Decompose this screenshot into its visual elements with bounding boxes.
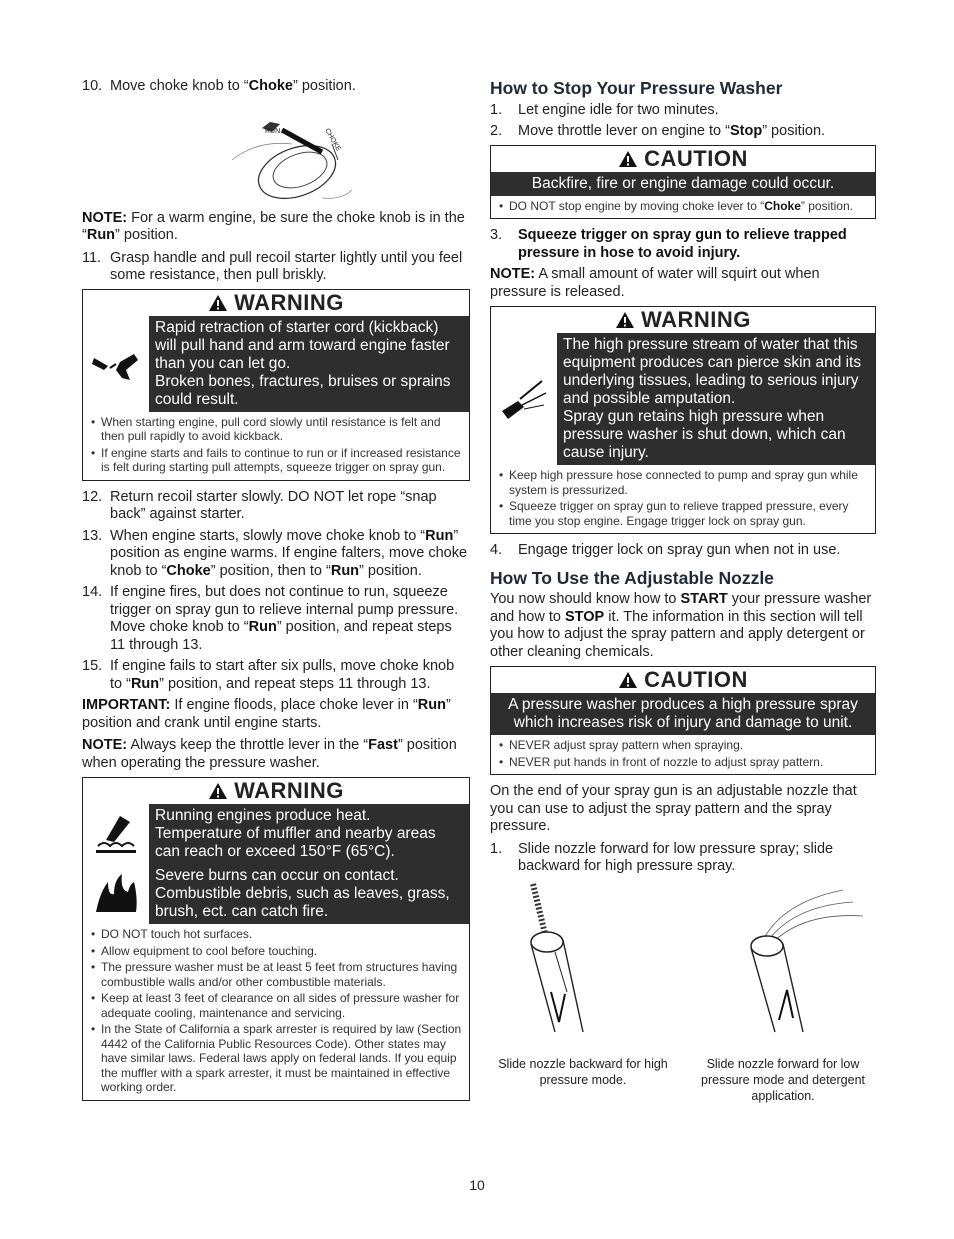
warning-line: Broken bones, fractures, bruises or sprains could result. <box>155 372 451 408</box>
stop-step-1: 1. Let engine idle for two minutes. <box>490 101 719 118</box>
note-water-squirt: NOTE: A small amount of water will squirt out when pressure is released. <box>490 266 820 300</box>
nozzle-intro: You now should know how to START your pressure washer and how to STOP it. The information in this section will tell you how to adjust the spray pattern and apply detergent or other cleaning chemicals. <box>490 591 872 660</box>
run-label: RUN <box>265 127 281 135</box>
bullet-item: • NEVER adjust spray pattern when spraying. <box>499 738 869 753</box>
bullet-item: • The pressure washer must be at least 5 feet from structures having combustible walls and/or other combustible materials. <box>91 960 463 989</box>
nozzle-figure-backward <box>490 882 676 1104</box>
choke-label: CHOKE <box>323 127 342 153</box>
hot-surface-icon <box>83 804 149 864</box>
bullet-item: • Keep at least 3 feet of clearance on all sides of pressure washer for adequate cooling, maintenance and servicing. <box>91 991 463 1020</box>
bullet-item: • Allow equipment to cool before touching. <box>91 944 463 959</box>
stop-step-2: 2. Move throttle lever on engine to “Stop” position. <box>490 123 826 139</box>
bullet-item: • DO NOT touch hot surfaces. <box>91 927 463 942</box>
bullet-item: • DO NOT stop engine by moving choke lever to “Choke” position. <box>499 199 869 214</box>
nozzle-paragraph: On the end of your spray gun is an adjustable nozzle that you can use to adjust the spray pattern and the spray pressure. <box>490 783 857 834</box>
warning-triangle-icon <box>615 311 635 329</box>
warning-triangle-icon <box>208 294 228 312</box>
step-13: 13. When engine starts, slowly move choke knob to “Run” position as engine warms. If engine falters, move choke knob to “Choke” position, then to “Run” position. <box>82 527 468 579</box>
caution-bullets <box>491 196 875 219</box>
caution-title: CAUTION <box>644 667 748 693</box>
warning-line: Severe burns can occur on contact. <box>155 867 399 884</box>
kickback-hazard-icon <box>83 316 149 412</box>
step-12: 12. Return recoil starter slowly. DO NOT let rope “snap back” against starter. <box>82 488 437 522</box>
warning-kickback-box <box>82 289 470 481</box>
step-10: 10. Move choke knob to “Choke” position. <box>82 78 356 94</box>
important-note: IMPORTANT: If engine floods, place choke lever in “Run” position and crank until engine starts. <box>82 697 451 731</box>
left-column <box>82 78 470 1109</box>
warning-heat-box <box>82 777 470 1101</box>
warning-triangle-icon <box>208 782 228 800</box>
warning-bullets <box>83 924 469 1100</box>
injection-hazard-icon <box>491 333 557 465</box>
warning-pressure-box <box>490 306 876 534</box>
warning-bullets <box>491 465 875 533</box>
nozzle-backward-illustration <box>493 882 673 1052</box>
warning-title: WARNING <box>234 289 344 315</box>
caution-bullets <box>491 735 875 774</box>
caution-line: A pressure washer produces a high pressure spray which increases risk of injury and damage to unit. <box>491 693 875 735</box>
caution-line: Backfire, fire or engine damage could occur. <box>491 172 875 196</box>
caption-forward: Slide nozzle forward for low pressure mode and detergent application. <box>701 1056 865 1103</box>
note-warm-engine: NOTE: For a warm engine, be sure the choke knob is in the “Run” position. <box>82 209 465 243</box>
caution-title: CAUTION <box>644 145 748 171</box>
warning-line: Running engines produce heat. <box>155 807 371 824</box>
bullet-item: • If engine starts and fails to continue to run or if increased resistance is felt during starting pull attempts, squeeze trigger on spray gun. <box>91 446 463 475</box>
choke-knob-figure <box>82 100 470 210</box>
bullet-item: • Keep high pressure hose connected to pump and spray gun while system is pressurized. <box>499 468 869 497</box>
caution-backfire-box <box>490 145 876 220</box>
right-column <box>490 78 876 1104</box>
stop-step-3: 3. Squeeze trigger on spray gun to relieve trapped pressure in hose to avoid injury. <box>490 227 847 261</box>
warning-line: The high pressure stream of water that this equipment produces can pierce skin and its underlying tissues, leading to serious injury and possible amputation. <box>563 336 862 407</box>
page-number: 10 <box>469 1177 485 1193</box>
step-11: 11. Grasp handle and pull recoil starter lightly until you feel some resistance, then pull briskly. <box>82 249 463 283</box>
step-14: 14. If engine fires, but does not continue to run, squeeze trigger on spray gun to relieve internal pump pressure. Move choke knob to “Run” position, and repeat steps 11 through 13. <box>82 584 459 653</box>
warning-title: WARNING <box>641 307 751 333</box>
bullet-item: • When starting engine, pull cord slowly until resistance is felt and then pull rapidly to avoid kickback. <box>91 415 463 444</box>
nozzle-forward-illustration <box>693 882 873 1052</box>
warning-bullets <box>83 412 469 480</box>
nozzle-heading: How To Use the Adjustable Nozzle <box>490 567 774 588</box>
stop-step-4: 4. Engage trigger lock on spray gun when not in use. <box>490 542 841 558</box>
fire-icon <box>83 864 149 924</box>
bullet-item: • Squeeze trigger on spray gun to relieve trapped pressure, every time you stop engine. Engage trigger lock on spray gun. <box>499 499 869 528</box>
warning-line: Temperature of muffler and nearby areas can reach or exceed 150°F (65°C). <box>155 825 436 860</box>
step-15: 15. If engine fails to start after six pulls, move choke knob to “Run” position, and repeat steps 11 through 13. <box>82 658 455 692</box>
note-throttle: NOTE: Always keep the throttle lever in the “Fast” position when operating the pressure washer. <box>82 737 457 771</box>
caption-backward: Slide nozzle backward for high pressure mode. <box>498 1056 668 1087</box>
warning-line: Spray gun retains high pressure when pressure washer is shut down, which can cause injury. <box>563 408 846 461</box>
warning-line: Combustible debris, such as leaves, grass, brush, ect. can catch fire. <box>155 885 450 920</box>
caution-spray-box <box>490 666 876 775</box>
warning-title: WARNING <box>234 778 344 804</box>
warning-triangle-icon <box>618 671 638 689</box>
warning-line: Rapid retraction of starter cord (kickback) will pull hand and arm toward engine faster than you can let go. <box>155 318 450 372</box>
nozzle-figure-forward <box>690 882 876 1104</box>
choke-knob-illustration <box>82 100 470 212</box>
bullet-item: • In the State of California a spark arrester is required by law (Section 4442 of the California Public Resources Code). Other states may have similar laws. Federal laws apply on federal lands. If you equip the muffler with a spark arrester, it must be maintained in effective working order. <box>91 1022 463 1095</box>
nozzle-figures <box>490 882 876 1104</box>
stop-heading: How to Stop Your Pressure Washer <box>490 78 783 98</box>
bullet-item: • NEVER put hands in front of nozzle to adjust spray pattern. <box>499 755 869 770</box>
warning-triangle-icon <box>618 150 638 168</box>
nozzle-step-1: 1. Slide nozzle forward for low pressure spray; slide backward for high pressure spray. <box>490 840 834 874</box>
